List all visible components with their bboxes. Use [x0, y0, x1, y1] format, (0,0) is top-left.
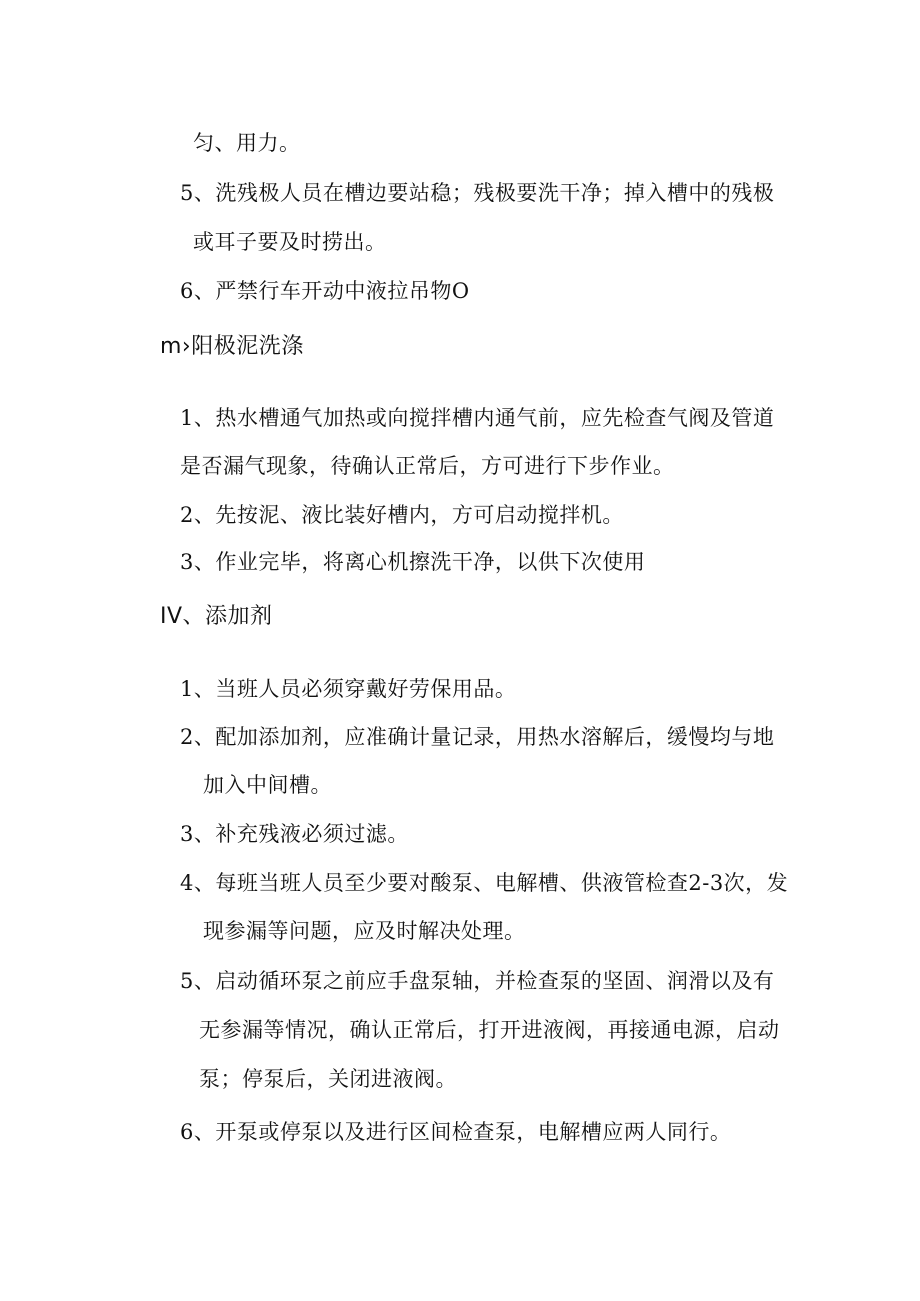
section3-item2: 2、先按泥、液比装好槽内，方可启动搅拌机。: [180, 503, 624, 527]
section4-item3: 3、补充残液必须过滤。: [180, 822, 409, 846]
section2-item5-line2: 或耳子要及时捞出。: [193, 230, 387, 254]
section4-item4-line2: 现参漏等问题，应及时解决处理。: [203, 919, 526, 943]
section3-heading: m›阳极泥洗涤: [160, 334, 304, 359]
section4-item4-line1: 4、每班当班人员至少要对酸泵、电解槽、供液管检查2-3次，发: [180, 871, 789, 895]
section2-item5-line1: 5、洗残极人员在槽边要站稳；残极要洗干净；掉入槽中的残极: [180, 181, 775, 205]
section3-item1-line2: 是否漏气现象，待确认正常后，方可进行下步作业。: [180, 454, 675, 478]
section3-item1-line1: 1、热水槽通气加热或向搅拌槽内通气前，应先检查气阀及管道: [180, 406, 775, 430]
section4-item2-line1: 2、配加添加剂，应准确计量记录，用热水溶解后，缓慢均与地: [180, 725, 775, 749]
section4-heading: IV、添加剂: [160, 604, 273, 629]
section4-item2-line2: 加入中间槽。: [203, 773, 332, 797]
section4-item5-line3: 泵；停泵后，关闭进液阀。: [199, 1067, 457, 1091]
section4-item1: 1、当班人员必须穿戴好劳保用品。: [180, 677, 517, 701]
section4-item5-line1: 5、启动循环泵之前应手盘泵轴，并检查泵的坚固、润滑以及有: [180, 969, 775, 993]
section4-item5-line2: 无参漏等情况，确认正常后，打开进液阀，再接通电源，启动: [199, 1018, 780, 1042]
section2-item4-continuation: 匀、用力。: [193, 131, 301, 155]
section4-item6: 6、开泵或停泵以及进行区间检查泵，电解槽应两人同行。: [180, 1120, 732, 1144]
section3-item3: 3、作业完毕，将离心机擦洗干净，以供下次使用: [180, 550, 646, 574]
section2-item6: 6、严禁行车开动中液拉吊物O: [180, 279, 470, 303]
